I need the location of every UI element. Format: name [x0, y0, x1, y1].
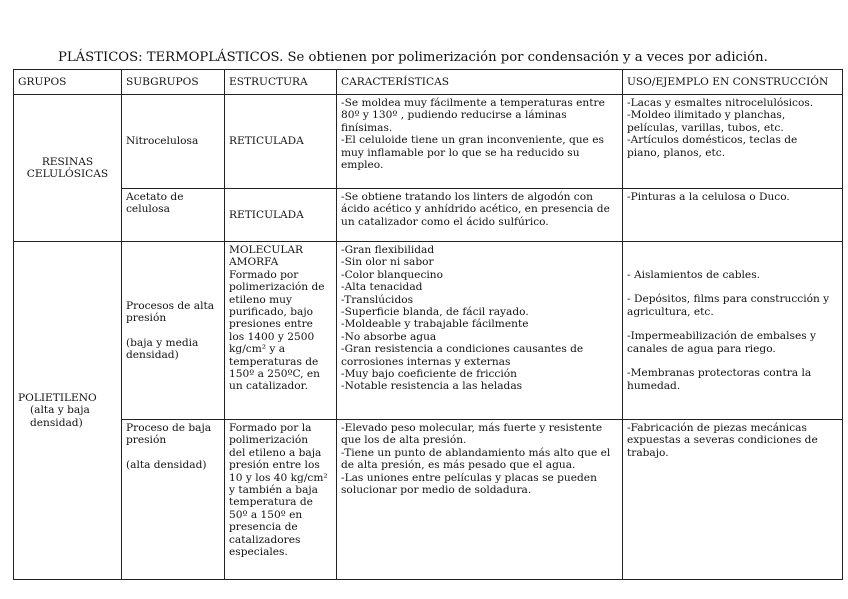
header-caracteristicas: CARACTERÍSTICAS — [337, 70, 623, 95]
table-row — [14, 242, 843, 420]
header-row — [14, 70, 843, 95]
estructura-cell: RETICULADA — [225, 189, 337, 242]
caracteristicas-cell: -Gran flexibilidad -Sin olor ni sabor -Color blanquecino -Alta tenacidad -Translúcidos -Superficie blanda, de fácil rayado. -Moldeable y trabajable fácilmente -No absorbe agua -Gran resistencia a condiciones causantes de corrosiones internas y externas -Muy bajo coeficiente de fricción -Notable resistencia a las heladas — [337, 242, 623, 420]
subgroup-nitrocelulosa: Nitrocelulosa — [122, 95, 225, 189]
caracteristicas-cell: -Se obtiene tratando los linters de algodón con ácido acético y anhídrido acético, en presencia de un catalizador como el ácido sulfúrico. — [337, 189, 623, 242]
group-polietileno: POLIETILENO (alta y baja densidad) — [14, 242, 122, 580]
header-subgrupos: SUBGRUPOS — [122, 70, 225, 95]
table-row — [14, 189, 843, 242]
caracteristicas-cell: -Elevado peso molecular, más fuerte y resistente que los de alta presión. -Tiene un punto de ablandamiento más alto que el de alta presión, es más pesado que el agua. -Las uniones entre películas y placas se pueden solucionar por medio de soldadura. — [337, 420, 623, 580]
page-title: PLÁSTICOS: TERMOPLÁSTICOS. Se obtienen por polimerización por condensación y a veces por adición. — [58, 50, 768, 65]
header-uso: USO/EJEMPLO EN CONSTRUCCIÓN — [623, 70, 843, 95]
caracteristicas-cell: -Se moldea muy fácilmente a temperaturas entre 80º y 130º , pudiendo reducirse a láminas finísimas. -El celuloide tiene un gran inconveniente, que es muy inflamable por lo que se ha reducido su empleo. — [337, 95, 623, 189]
header-estructura: ESTRUCTURA — [225, 70, 337, 95]
uso-cell: -Pinturas a la celulosa o Duco. — [623, 189, 843, 242]
uso-cell: -Fabricación de piezas mecánicas expuestas a severas condiciones de trabajo. — [623, 420, 843, 580]
uso-cell: - Aislamientos de cables. - Depósitos, films para construcción y agricultura, etc. -Impermeabilización de embalses y canales de agua para riego. -Membranas protectoras contra la humedad. — [623, 242, 843, 420]
estructura-cell: RETICULADA — [225, 95, 337, 189]
subgroup-alta-presion: Procesos de alta presión (baja y media densidad) — [122, 242, 225, 420]
plastics-table — [13, 69, 843, 580]
header-grupos: GRUPOS — [14, 70, 122, 95]
estructura-cell: MOLECULAR AMORFA Formado por polimerización de etileno muy purificado, bajo presiones entre los 1400 y 2500 kg/cm² y a temperaturas de 150º a 250ºC, en un catalizador. — [225, 242, 337, 420]
subgroup-baja-presion: Proceso de baja presión (alta densidad) — [122, 420, 225, 580]
table-row — [14, 420, 843, 580]
estructura-cell: Formado por la polimerización del etileno a baja presión entre los 10 y los 40 kg/cm² y también a baja temperatura de 50º a 150º en presencia de catalizadores especiales. — [225, 420, 337, 580]
subgroup-acetato-celulosa: Acetato de celulosa — [122, 189, 225, 242]
group-resinas-celulosicas: RESINAS CELULÓSICAS — [14, 95, 122, 242]
table-row — [14, 95, 843, 189]
uso-cell: -Lacas y esmaltes nitrocelulósicos. -Moldeo ilimitado y planchas, películas, varillas, tubos, etc. -Artículos domésticos, teclas de piano, planos, etc. — [623, 95, 843, 189]
